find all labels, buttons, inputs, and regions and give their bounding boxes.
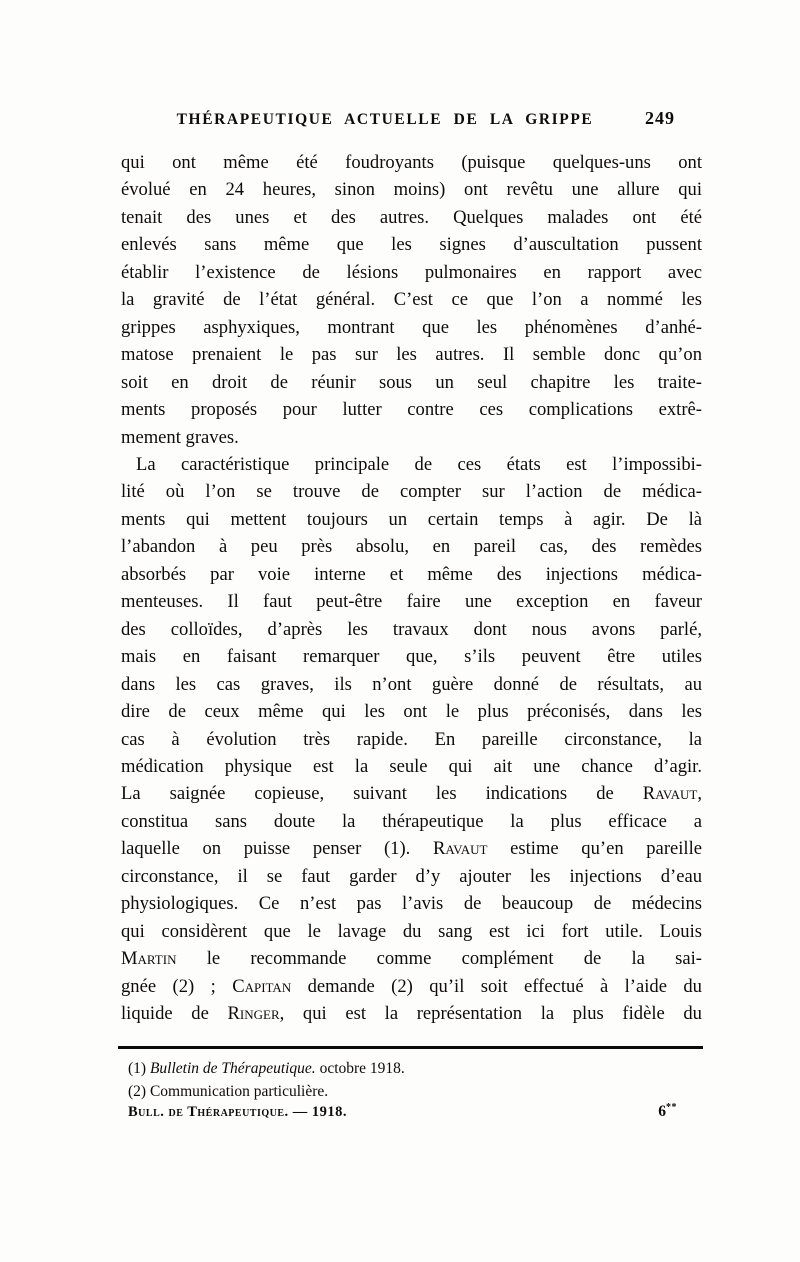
text-line: liquide de Ringer, qui est la représentation la plus fidèle du (121, 1003, 702, 1025)
footnote-divider-rule (118, 1046, 703, 1049)
text-line: absorbés par voie interne et même des injections médica- (121, 563, 702, 585)
text-line: ments proposés pour lutter contre ces complications extrê- (121, 399, 702, 421)
text-line: dire de ceux même qui les ont le plus préconisés, dans les (121, 701, 702, 723)
text-line: tenait des unes et des autres. Quelques malades ont été (121, 206, 702, 228)
text-line: matose prenaient le pas sur les autres. Il semble donc qu’on (121, 344, 702, 366)
text-line: cas à évolution très rapide. En pareille circonstance, la (121, 728, 702, 750)
text-line: mement graves. (121, 426, 239, 448)
text-line: (2) Communication particulière. (128, 1083, 329, 1100)
text-line: Martin le recommande comme complément de la sai- (121, 948, 702, 970)
running-header-title: THÉRAPEUTIQUE ACTUELLE DE LA GRIPPE (176, 111, 594, 128)
text-line: gnée (2) ; Capitan demande (2) qu’il soit effectué à l’aide du (121, 975, 702, 997)
footnotes (128, 1057, 703, 1103)
text-line: qui ont même été foudroyants (puisque quelques-uns ont (121, 152, 702, 173)
text-line: physiologiques. Ce n’est pas l’avis de beaucoup de médecins (121, 893, 702, 915)
text-line: la gravité de l’état général. C’est ce que l’on a nommé les (121, 289, 702, 311)
text-line: menteuses. Il faut peut-être faire une exception en faveur (121, 591, 702, 613)
text-line: circonstance, il se faut garder d’y ajouter les injections d’eau (121, 865, 702, 887)
text-line: constitua sans doute la thérapeutique la plus efficace a (121, 810, 702, 832)
text-line: (1) Bulletin de Thérapeutique. octobre 1918. (128, 1060, 405, 1077)
text-line: qui considèrent que le lavage du sang est ici fort utile. Louis (121, 920, 702, 942)
edition-mark: 6** (658, 1102, 677, 1121)
footer-row (128, 1102, 677, 1121)
text-line: évolué en 24 heures, sinon moins) ont revêtu une allure qui (121, 179, 702, 201)
text-line: médication physique est la seule qui ait une chance d’agir. (121, 755, 702, 777)
text-line: La saignée copieuse, suivant les indications de Ravaut, (121, 783, 702, 805)
page-number: 249 (645, 108, 675, 128)
text-line: des colloïdes, d’après les travaux dont nous avons parlé, (121, 618, 702, 640)
text-line: La caractéristique principale de ces états est l’impossibi- (136, 453, 702, 475)
text-line: ments qui mettent toujours un certain temps à agir. De là (121, 508, 702, 530)
text-line: établir l’existence de lésions pulmonaires en rapport avec (121, 261, 702, 283)
body-text (121, 149, 702, 1028)
text-line: lité où l’on se trouve de compter sur l’action de médica- (121, 481, 702, 503)
text-line: soit en droit de réunir sous un seul chapitre les traite- (121, 371, 702, 393)
text-line: grippes asphyxiques, montrant que les phénomènes d’anhé- (121, 316, 702, 338)
text-line: mais en faisant remarquer que, s’ils peuvent être utiles (121, 646, 702, 668)
text-line: laquelle on puisse penser (1). Ravaut estime qu’en pareille (121, 838, 703, 860)
text-line: dans les cas graves, ils n’ont guère donné de résultats, au (121, 673, 702, 695)
text-line: enlevés sans même que les signes d’auscultation pussent (121, 234, 702, 256)
text-line: l’abandon à peu près absolu, en pareil cas, des remèdes (121, 536, 702, 558)
printer-signature: Bull. de Thérapeutique. — 1918. (128, 1104, 348, 1121)
